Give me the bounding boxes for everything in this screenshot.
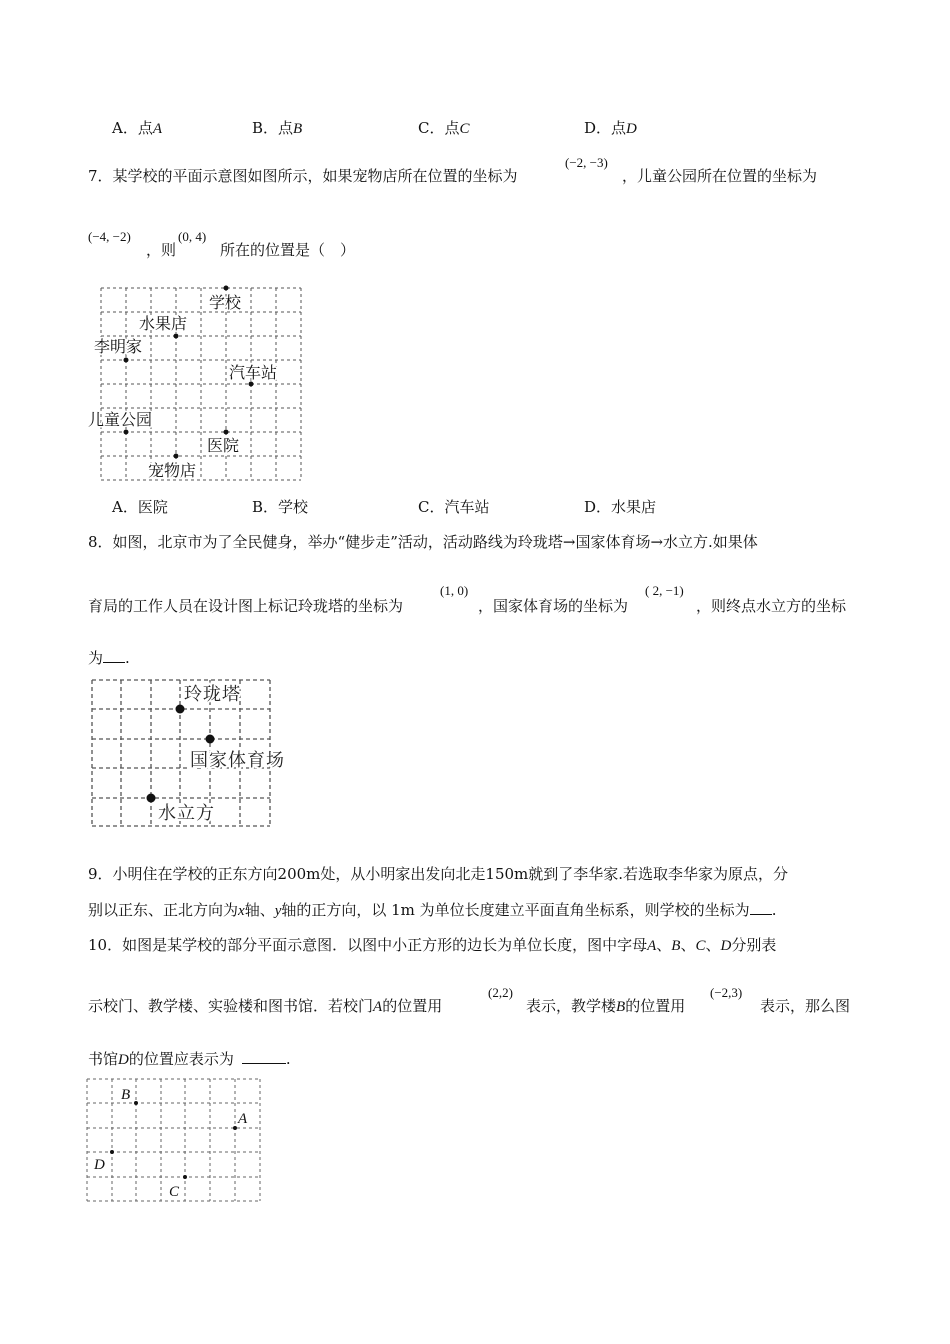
q7-option-a[interactable]: A．医院 xyxy=(112,498,168,516)
q10-line2-letter-b: B xyxy=(616,999,626,1015)
q10-line2-letter-a: A xyxy=(373,999,383,1015)
q10-coord-gate: (2,2) xyxy=(488,985,513,1000)
q10-line1-text-a: 如图是某学校的部分平面示意图．以图中小正方形的边长为单位长度，图中字母 xyxy=(122,936,648,954)
q8-number: 8． xyxy=(88,533,113,551)
q10-line2-mid xyxy=(526,996,685,1017)
q8-point-water-cube xyxy=(147,794,156,803)
q10-label-d: D xyxy=(94,1157,105,1173)
q7-point-fruit-store xyxy=(174,334,179,339)
q10-map-figure xyxy=(84,1076,264,1206)
q8-point-stadium xyxy=(206,735,215,744)
q7-text3: ，则 xyxy=(146,241,177,259)
q7-label-li-home: 李明家 xyxy=(94,337,143,356)
q9-line2-text-b: 轴、 xyxy=(244,901,275,919)
q10-answer-blank[interactable] xyxy=(242,1048,286,1064)
q10-label-b: B xyxy=(121,1087,131,1103)
q8-coord-tower: (1, 0) xyxy=(440,583,469,598)
q8-map-figure xyxy=(88,676,312,832)
q10-letter-c: C xyxy=(695,938,706,954)
q7-map-figure xyxy=(88,280,308,488)
q8-label-water-cube: 水立方 xyxy=(158,803,215,824)
q7-point-school xyxy=(224,286,229,291)
q8-label-tower: 玲珑塔 xyxy=(184,684,241,705)
q10-line2-text-e: 表示，那么图 xyxy=(760,997,851,1015)
q10-label-c: C xyxy=(169,1184,180,1200)
q8-point-tower xyxy=(176,705,185,714)
q6-option-d[interactable] xyxy=(584,118,637,139)
q10-point-a xyxy=(233,1126,237,1130)
q8-line2a: 育局的工作人员在设计图上标记玲珑塔的坐标为 xyxy=(88,597,404,615)
q10-line1-text-b: 分别表 xyxy=(731,936,777,954)
q7-number: 7． xyxy=(88,167,113,185)
q6-option-c-var: C xyxy=(459,121,470,137)
q6-option-d-label: D．点 xyxy=(584,119,627,137)
q10-line3-letter-d: D xyxy=(118,1052,129,1068)
q7-text4: 所在的位置是（ ） xyxy=(220,241,356,259)
q7-label-park: 儿童公园 xyxy=(88,410,153,429)
q10-letter-a: A xyxy=(647,938,657,954)
q10-point-b xyxy=(134,1101,138,1105)
q7-text1: 某学校的平面示意图如图所示，如果宠物店所在位置的坐标为 xyxy=(112,167,518,185)
q10-point-d xyxy=(110,1150,114,1154)
q7-line1 xyxy=(88,166,518,186)
q6-option-b-label: B．点 xyxy=(252,119,294,137)
q7-point-bus-station xyxy=(249,382,254,387)
q8-line2b: ，国家体育场的坐标为 xyxy=(478,597,629,615)
q10-line2-left xyxy=(88,996,442,1017)
q7-map-grid xyxy=(101,288,301,480)
q10-line3-text-a: 书馆 xyxy=(88,1050,119,1068)
q9-var-x: x xyxy=(238,903,245,919)
q9-line2-text-a: 别以正东、正北方向为 xyxy=(88,901,239,919)
q7-label-bus-station: 汽车站 xyxy=(229,363,278,382)
q8-label-stadium: 国家体育场 xyxy=(190,750,285,771)
q8-line1-text: 如图，北京市为了全民健身，举办“健步走”活动，活动路线为玲珑塔→国家体育场→水立方.如果体 xyxy=(112,533,758,551)
q10-label-a: A xyxy=(238,1111,248,1127)
q6-option-a[interactable] xyxy=(112,118,162,139)
q10-coord-teaching: (−2,3) xyxy=(710,985,743,1000)
q10-line2-text-d: 的位置用 xyxy=(625,997,686,1015)
q10-line3 xyxy=(88,1048,291,1070)
q8-line3-end: . xyxy=(125,649,130,667)
q10-letter-b: B xyxy=(671,938,681,954)
q10-line2-text-a: 示校门、教学楼、实验楼和图书馆．若校门 xyxy=(88,997,374,1015)
q7-label-hospital: 医院 xyxy=(207,436,240,455)
q9-var-y: y xyxy=(274,903,282,919)
q8-line2c: ，则终点水立方的坐标 xyxy=(696,597,847,615)
q7-point-park xyxy=(124,430,129,435)
q7-coord-pet-store: (−2, −3) xyxy=(565,155,608,170)
q10-line2-text-c: 表示，教学楼 xyxy=(526,997,617,1015)
q8-answer-blank[interactable] xyxy=(103,647,125,663)
q8-coord-stadium: ( 2, −1) xyxy=(645,583,684,598)
q10-line3-text-b: 的位置应表示为 xyxy=(128,1050,234,1068)
q7-point-pet-store xyxy=(174,454,179,459)
q9-number: 9． xyxy=(88,865,113,883)
q6-option-a-label: A．点 xyxy=(112,119,153,137)
q10-map-grid xyxy=(87,1079,260,1201)
q9-line2-end: . xyxy=(771,901,777,919)
q6-option-c[interactable] xyxy=(418,118,470,139)
q6-option-c-label: C．点 xyxy=(418,119,460,137)
q9-line1 xyxy=(88,864,788,884)
q6-option-b[interactable] xyxy=(252,118,302,139)
q10-letter-d: D xyxy=(720,938,732,954)
q7-label-pet-store: 宠物店 xyxy=(148,461,197,480)
q7-text2: ，儿童公园所在位置的坐标为 xyxy=(622,167,818,185)
q7-label-school: 学校 xyxy=(209,293,242,312)
q8-line3 xyxy=(88,647,130,668)
q10-point-c xyxy=(183,1175,187,1179)
q9-answer-blank[interactable] xyxy=(750,899,772,915)
q7-coord-query: (0, 4) xyxy=(178,229,207,244)
q10-line1: 10．如图是某学校的部分平面示意图．以图中小正方形的边长为单位长度，图中字母A、B、C、D分别表 xyxy=(88,936,777,954)
q10-line2-text-b: 的位置用 xyxy=(382,997,443,1015)
q10-number: 10． xyxy=(88,936,123,954)
q7-label-fruit-store: 水果店 xyxy=(139,314,188,333)
q7-point-hospital xyxy=(224,430,229,435)
q6-option-d-var: D xyxy=(626,121,637,137)
q9-line1-text: 小明住在学校的正东方向200m处，从小明家出发向北走150m就到了李华家.若选取李华家为原点，分 xyxy=(112,865,789,883)
q7-coord-park: (−4, −2) xyxy=(88,229,131,244)
q9-line2-text-c: 轴的正方向，以 1m 为单位长度建立平面直角坐标系，则学校的坐标为 xyxy=(281,901,750,919)
q7-option-b[interactable]: B．学校 xyxy=(252,498,309,516)
q7-option-d[interactable]: D．水果店 xyxy=(584,498,657,516)
q9-line2 xyxy=(88,899,776,921)
q8-line1 xyxy=(88,532,758,552)
q8-line3-text: 为 xyxy=(88,649,104,667)
q10-line3-end: . xyxy=(285,1050,291,1068)
q6-option-b-var: B xyxy=(293,121,303,137)
q7-point-li-home xyxy=(124,358,129,363)
q6-option-a-var: A xyxy=(152,121,163,137)
q7-option-c[interactable]: C．汽车站 xyxy=(418,498,490,516)
